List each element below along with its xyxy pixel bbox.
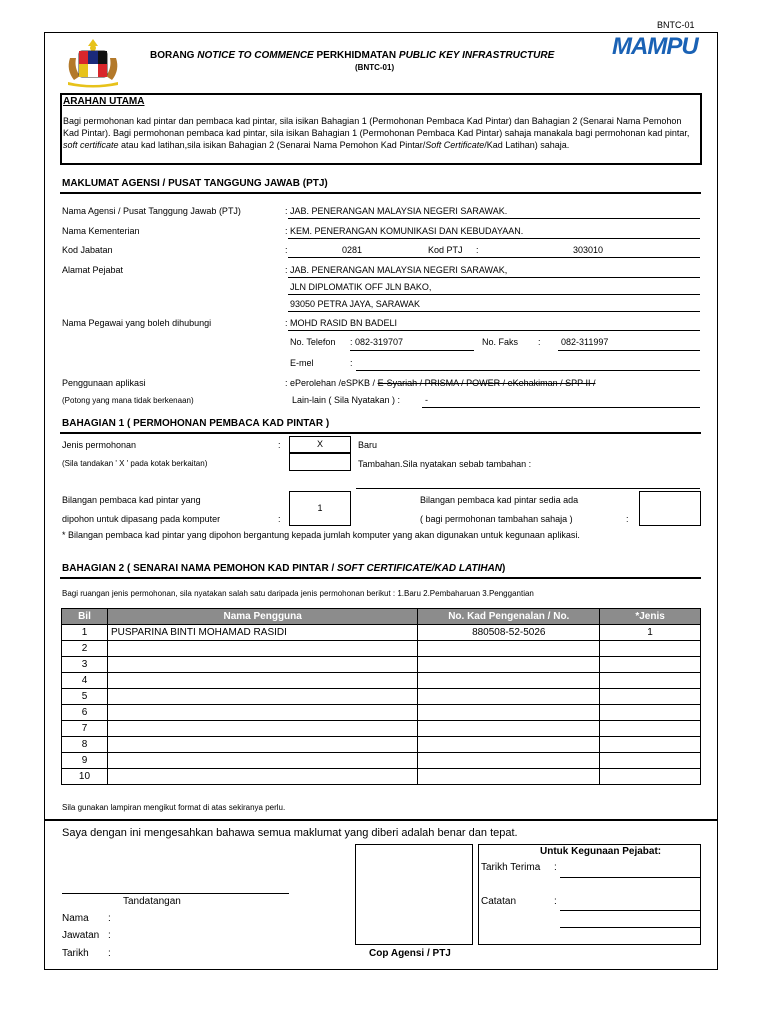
cell-nama[interactable] — [107, 721, 417, 737]
cell-nama[interactable] — [107, 769, 417, 785]
arahan-text — [63, 115, 699, 151]
line-alamat-2 — [288, 294, 700, 295]
cell-jenis[interactable] — [600, 721, 701, 737]
cell-bil: 7 — [62, 721, 108, 737]
colon-kod-ptj: : — [476, 245, 479, 255]
frame-right — [717, 32, 718, 970]
title-prefix: BORANG — [150, 50, 198, 61]
cell-nama[interactable] — [107, 657, 417, 673]
title-italic-ntc: NOTICE TO COMMENCE — [197, 50, 314, 61]
label-baru: Baru — [358, 440, 378, 450]
colon-jawatan: : — [108, 930, 111, 941]
coat-of-arms-icon — [60, 36, 126, 88]
cell-nama[interactable] — [107, 705, 417, 721]
label-telefon: No. Telefon — [290, 337, 336, 347]
line-tambahan — [356, 488, 700, 489]
cell-bil: 8 — [62, 737, 108, 753]
cell-ic[interactable] — [418, 657, 600, 673]
label-catatan: Catatan — [481, 896, 517, 907]
cell-ic[interactable] — [418, 673, 600, 689]
section-separator — [44, 819, 718, 821]
label-kementerian: Nama Kementerian — [62, 226, 140, 236]
arahan-text-2: atau kad latihan,sila isikan Bahagian 2 (Senarai Nama Pemohon Kad Pintar/ — [118, 140, 426, 150]
arahan-text-3: /Kad Latihan) sahaja. — [484, 140, 570, 150]
cell-ic[interactable] — [418, 721, 600, 737]
bahagian2-heading-rule — [60, 577, 701, 579]
cell-jenis[interactable] — [600, 705, 701, 721]
cell-bil: 1 — [62, 625, 108, 641]
value-nama-agensi: : JAB. PENERANGAN MALAYSIA NEGERI SARAWAK. — [285, 206, 508, 216]
arahan-text-1: Bagi permohonan kad pintar dan pembaca kad pintar, sila isikan Bahagian 1 (Permohonan Pembaca Kad Pintar) dan Bahagian 2 (Senarai Nama Pemohon Kad Pintar). Bagi permohonan pembaca kad pintar, sila isikan Bahagian 1 (Permohonan Pembaca Kad Pintar) sahaja manakala bagi permohonan kad pintar, — [63, 116, 690, 138]
bahagian1-note: * Bilangan pembaca kad pintar yang dipohon bergantung kepada jumlah komputer yang akan digunakan untuk kegunaan aplikasi. — [62, 530, 580, 540]
cell-ic[interactable] — [418, 705, 600, 721]
value-alamat-2: JLN DIPLOMATIK OFF JLN BAKO, — [290, 282, 432, 292]
line-kementerian — [288, 238, 700, 239]
table-row — [62, 753, 701, 769]
cell-ic[interactable]: 880508-52-5026 — [418, 625, 600, 641]
checkbox-tambahan[interactable] — [289, 453, 351, 471]
line-pegawai — [288, 330, 700, 331]
value-penggunaan — [285, 378, 595, 388]
label-sila-tanda: (Sila tandakan ' X ' pada kotak berkaitan) — [62, 459, 208, 468]
cell-nama[interactable] — [107, 641, 417, 657]
col-header-jenis: *Jenis — [600, 609, 701, 625]
cell-jenis[interactable] — [600, 753, 701, 769]
value-kementerian: : KEM. PENERANGAN KOMUNIKASI DAN KEBUDAYAAN. — [285, 226, 524, 236]
agensi-heading-rule — [60, 192, 701, 194]
table-header-row — [62, 609, 701, 625]
form-title — [150, 50, 554, 61]
colon-tarikh-terima: : — [554, 862, 557, 873]
line-tarikh-terima — [560, 877, 700, 878]
line-alamat-3 — [288, 311, 700, 312]
cell-ic[interactable] — [418, 769, 600, 785]
cell-ic[interactable] — [418, 689, 600, 705]
value-pegawai: : MOHD RASID BN BADELI — [285, 318, 398, 328]
cell-nama[interactable] — [107, 753, 417, 769]
frame-bottom — [44, 969, 718, 970]
colon-emel: : — [350, 358, 353, 368]
colon-kod-jabatan: : — [285, 245, 288, 255]
bahagian2-heading-italic: SOFT CERTIFICATE/KAD LATIHAN — [337, 563, 503, 574]
table-row — [62, 721, 701, 737]
input-bilangan-sedia[interactable] — [639, 491, 701, 526]
cell-bil: 10 — [62, 769, 108, 785]
line-kod — [288, 257, 700, 258]
col-header-ic: No. Kad Pengenalan / No. — [418, 609, 600, 625]
label-emel: E-mel — [290, 358, 314, 368]
colon-jenis: : — [278, 440, 281, 450]
frame-left — [44, 32, 45, 970]
colon-sedia: : — [626, 514, 629, 524]
label-alamat: Alamat Pejabat — [62, 265, 124, 275]
table-row — [62, 769, 701, 785]
label-sedia-1: Bilangan pembaca kad pintar sedia ada — [420, 495, 579, 505]
label-pegawai: Nama Pegawai yang boleh dihubungi — [62, 318, 212, 328]
pemohon-table — [61, 608, 701, 785]
bahagian2-instruction: Bagi ruangan jenis permohonan, sila nyatakan salah satu daripada jenis permohonan berikut : 1.Baru 2.Pembaharuan 3.Penggantian — [62, 589, 534, 598]
signature-line — [62, 893, 289, 894]
cell-ic[interactable] — [418, 641, 600, 657]
cell-bil: 2 — [62, 641, 108, 657]
line-emel — [356, 370, 700, 371]
value-alamat-1: : JAB. PENERANGAN MALAYSIA NEGERI SARAWAK, — [285, 265, 508, 275]
table-row — [62, 657, 701, 673]
cell-jenis[interactable] — [600, 641, 701, 657]
label-nama-agensi: Nama Agensi / Pusat Tanggung Jawab (PTJ) — [62, 206, 241, 216]
cell-jenis[interactable] — [600, 737, 701, 753]
line-catatan-1 — [560, 910, 700, 911]
cell-jenis[interactable] — [600, 689, 701, 705]
col-header-nama: Nama Pengguna — [107, 609, 417, 625]
value-lain: - — [425, 395, 428, 405]
line-alamat-1 — [288, 277, 700, 278]
agensi-heading: MAKLUMAT AGENSI / PUSAT TANGGUNG JAWAB (PTJ) — [62, 178, 328, 189]
line-faks — [558, 350, 700, 351]
col-header-bil: Bil — [62, 609, 108, 625]
cell-nama[interactable]: PUSPARINA BINTI MOHAMAD RASIDI — [107, 625, 417, 641]
form-code: BNTC-01 — [657, 20, 695, 30]
bahagian1-heading: BAHAGIAN 1 ( PERMOHONAN PEMBACA KAD PINTAR ) — [62, 418, 330, 429]
cell-bil: 6 — [62, 705, 108, 721]
label-jenis: Jenis permohonan — [62, 440, 137, 450]
cell-bil: 9 — [62, 753, 108, 769]
label-kod-jabatan: Kod Jabatan — [62, 245, 113, 255]
label-bilangan-2: dipohon untuk dipasang pada komputer — [62, 514, 221, 524]
bahagian1-heading-rule — [60, 432, 701, 434]
title-italic-pki: PUBLIC KEY INFRASTRUCTURE — [398, 50, 555, 61]
cell-ic[interactable] — [418, 753, 600, 769]
table-row — [62, 689, 701, 705]
value-telefon: : 082-319707 — [350, 337, 404, 347]
label-nama: Nama — [62, 913, 89, 924]
cell-bil: 4 — [62, 673, 108, 689]
mampu-logo — [612, 33, 698, 61]
title-mid: PERKHIDMATAN — [313, 50, 399, 61]
cell-nama[interactable] — [107, 673, 417, 689]
label-tandatangan: Tandatangan — [123, 896, 181, 907]
label-tarikh-terima: Tarikh Terima — [481, 862, 541, 873]
mampu-logo-text: MAMPU — [612, 33, 698, 60]
bahagian2-heading-plain: BAHAGIAN 2 ( SENARAI NAMA PEMOHON KAD PINTAR / — [62, 563, 338, 574]
pengesahan-statement: Saya dengan ini mengesahkan bahawa semua maklumat yang diberi adalah benar dan tepat. — [62, 827, 518, 839]
bahagian2-heading — [62, 563, 505, 574]
arahan-heading: ARAHAN UTAMA — [63, 96, 145, 107]
line-lain — [422, 407, 700, 408]
cop-box[interactable] — [355, 844, 473, 945]
bahagian2-footnote: Sila gunakan lampiran mengikut format di atas sekiranya perlu. — [62, 803, 286, 812]
cell-jenis[interactable] — [600, 657, 701, 673]
cell-nama[interactable] — [107, 737, 417, 753]
apps-plain: : ePerolehan /eSPKB / — [285, 378, 378, 388]
label-bilangan-1: Bilangan pembaca kad pintar yang — [62, 495, 201, 505]
office-heading: Untuk Kegunaan Pejabat: — [540, 846, 662, 857]
cell-jenis[interactable] — [600, 769, 701, 785]
label-sedia-2: ( bagi permohonan tambahan sahaja ) — [420, 514, 573, 524]
label-tambahan: Tambahan.Sila nyatakan sebab tambahan : — [358, 459, 532, 469]
value-alamat-3: 93050 PETRA JAYA, SARAWAK — [290, 299, 421, 309]
cell-nama[interactable] — [107, 689, 417, 705]
arahan-soft-2: Soft Certificate — [425, 140, 485, 150]
arahan-soft-1: soft certificate — [63, 140, 119, 150]
cell-bil: 5 — [62, 689, 108, 705]
value-faks: 082-311997 — [561, 337, 609, 347]
form-subtitle: (BNTC-01) — [355, 63, 395, 72]
colon-nama: : — [108, 913, 111, 924]
label-lain: Lain-lain ( Sila Nyatakan ) : — [292, 395, 401, 405]
label-faks: No. Faks — [482, 337, 519, 347]
label-penggunaan: Penggunaan aplikasi — [62, 378, 146, 388]
input-bilangan-dipohon[interactable]: 1 — [289, 491, 351, 526]
colon-catatan: : — [554, 896, 557, 907]
table-row — [62, 737, 701, 753]
value-kod-jabatan: 0281 — [342, 245, 363, 255]
label-jawatan: Jawatan — [62, 930, 100, 941]
line-catatan-2 — [560, 927, 700, 928]
office-use-box — [478, 844, 701, 945]
line-telefon — [350, 350, 474, 351]
apps-struck: E-Syariah / PRISMA / POWER / eKehakiman / SPP II / — [377, 378, 596, 388]
cell-bil: 3 — [62, 657, 108, 673]
cell-ic[interactable] — [418, 737, 600, 753]
label-cop: Cop Agensi / PTJ — [369, 948, 451, 959]
label-kod-ptj: Kod PTJ — [428, 245, 463, 255]
table-row — [62, 641, 701, 657]
cell-jenis[interactable]: 1 — [600, 625, 701, 641]
table-row — [62, 673, 701, 689]
colon-tarikh: : — [108, 948, 111, 959]
bahagian2-heading-end: ) — [502, 563, 506, 574]
colon-bilangan: : — [278, 514, 281, 524]
label-potong: (Potong yang mana tidak berkenaan) — [62, 396, 194, 405]
checkbox-baru[interactable]: X — [289, 436, 351, 453]
table-row — [62, 705, 701, 721]
line-nama-agensi — [288, 218, 700, 219]
cell-jenis[interactable] — [600, 673, 701, 689]
value-kod-ptj: 303010 — [573, 245, 604, 255]
table-row — [62, 625, 701, 641]
colon-faks: : — [538, 337, 541, 347]
label-tarikh: Tarikh — [62, 948, 89, 959]
